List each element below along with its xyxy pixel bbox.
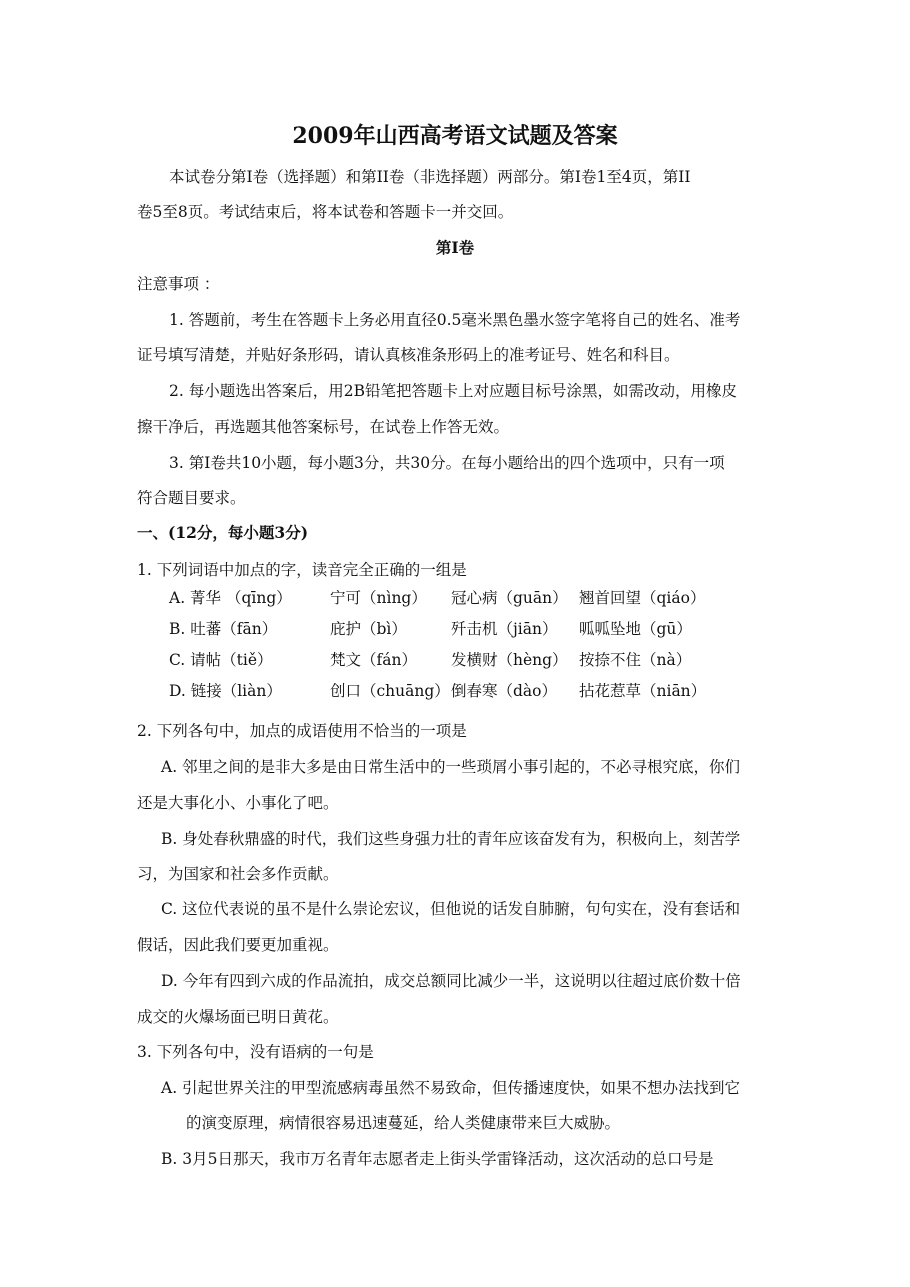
section-title: 第Ⅰ卷 (435, 238, 475, 257)
q1-option-c-3: 发横财（hèng） (451, 651, 568, 669)
q1-option-a-3: 冠心病（guān） (451, 589, 568, 607)
q1-option-a-4: 翘首回望（qiáo） (579, 589, 706, 607)
notice-line: 2. 每小题选出答案后，用2B铅笔把答题卡上对应题目标号涂黑，如需改动，用橡皮 (169, 382, 737, 400)
q1-option-a-2: 宁可（nìng） (330, 589, 427, 607)
question-1-stem: 1. 下列词语中加点的字，读音完全正确的一组是 (137, 561, 467, 579)
q2-line: B. 身处春秋鼎盛的时代，我们这些身强力壮的青年应该奋发有为，积极向上，刻苦学 (161, 830, 741, 848)
q2-line: A. 邻里之间的是非大多是由日常生活中的一些琐屑小事引起的，不必寻根究底，你们 (161, 758, 741, 776)
intro-line-1: 本试卷分第Ⅰ卷（选择题）和第II卷（非选择题）两部分。第Ⅰ卷1至4页，第II (169, 168, 691, 186)
q2-line: 成交的火爆场面已明日黄花。 (137, 1008, 339, 1026)
notice-line: 符合题目要求。 (137, 489, 246, 507)
intro-line-2: 卷5至8页。考试结束后，将本试卷和答题卡一并交回。 (137, 203, 514, 221)
q2-line: 还是大事化小、小事化了吧。 (137, 794, 339, 812)
q3-line: 的演变原理，病情很容易迅速蔓延，给人类健康带来巨大威胁。 (186, 1114, 621, 1132)
notice-line: 擦干净后，再选题其他答案标号，在试卷上作答无效。 (137, 418, 510, 436)
q1-option-b-3: 歼击机（jiān） (451, 620, 558, 638)
q2-line: D. 今年有四到六成的作品流拍，成交总额同比减少一半，这说明以往超过底价数十倍 (161, 972, 741, 990)
q2-line: 假话，因此我们要更加重视。 (137, 936, 339, 954)
question-3-stem: 3. 下列各句中，没有语病的一句是 (137, 1043, 374, 1061)
part-heading: 一、(12分，每小题3分) (137, 523, 309, 542)
notice-line: 证号填写清楚，并贴好条形码，请认真核准条形码上的准考证号、姓名和科目。 (137, 346, 680, 364)
q1-option-b-1: B. 吐蕃（fān） (169, 620, 278, 638)
q3-line: B. 3月5日那天，我市万名青年志愿者走上街头学雷锋活动，这次活动的总口号是 (161, 1150, 714, 1168)
q1-option-d-4: 拈花惹草（niān） (579, 682, 707, 700)
notice-line: 1. 答题前，考生在答题卡上务必用直径0.5毫米黑色墨水签字笔将自己的姓名、准考 (169, 311, 741, 329)
notice-line: 3. 第Ⅰ卷共10小题，每小题3分，共30分。在每小题给出的四个选项中，只有一项 (169, 454, 725, 472)
q1-option-c-4: 按捺不住（nà） (579, 651, 692, 669)
q1-option-b-2: 庇护（bì） (330, 620, 407, 638)
q1-option-d-3: 倒春寒（dào） (451, 682, 557, 700)
q2-line: C. 这位代表说的虽不是什么崇论宏议，但他说的话发自肺腑，句句实在，没有套话和 (161, 900, 741, 918)
q1-option-b-4: 呱呱坠地（gū） (579, 620, 692, 638)
q1-option-c-2: 梵文（fán） (330, 651, 417, 669)
question-2-stem: 2. 下列各句中，加点的成语使用不恰当的一项是 (137, 722, 467, 740)
q1-option-d-1: D. 链接（liàn） (169, 682, 282, 700)
q3-line: A. 引起世界关注的甲型流感病毒虽然不易致命，但传播速度快，如果不想办法找到它 (161, 1079, 741, 1097)
page-title: 2009年山西高考语文试题及答案 (292, 123, 618, 149)
q2-line: 习，为国家和社会多作贡献。 (137, 865, 339, 883)
q1-option-a-1: A. 菁华 （qīng） (169, 589, 292, 607)
q1-option-c-1: C. 请帖（tiě） (169, 651, 273, 669)
q1-option-d-2: 创口（chuāng） (330, 682, 450, 700)
notice-heading: 注意事项 ： (137, 275, 220, 293)
